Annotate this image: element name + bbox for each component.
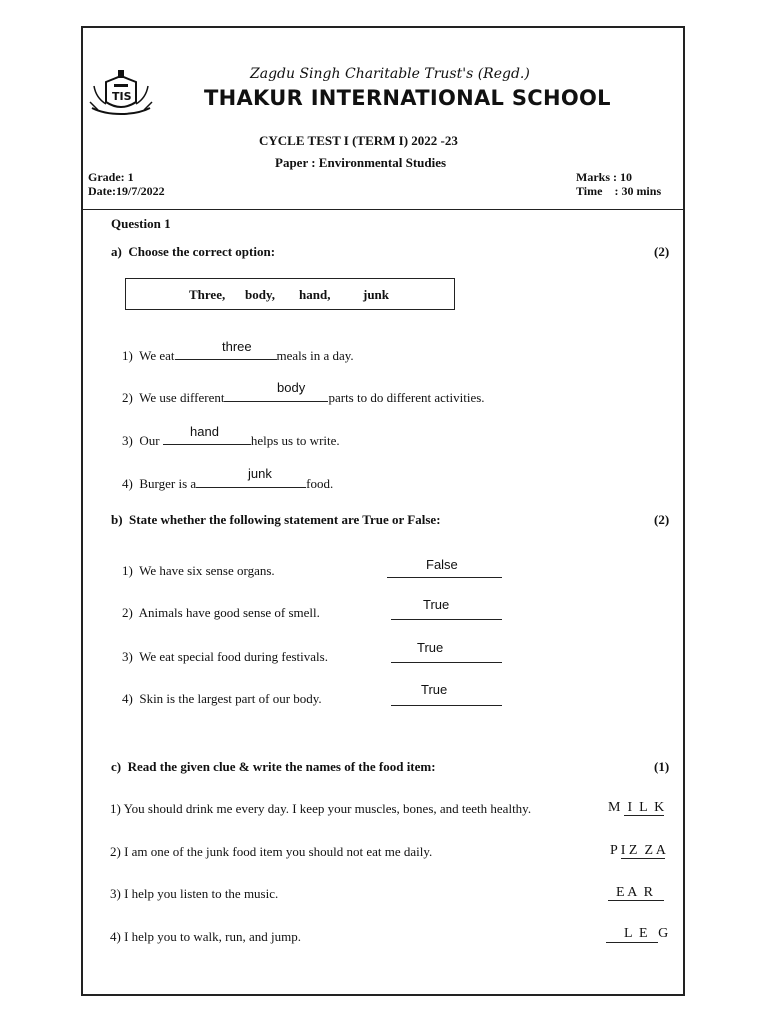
food-answer: P I Z Z A xyxy=(610,843,666,858)
word-option: Three, xyxy=(189,287,226,302)
list-item xyxy=(122,563,275,579)
grade: Grade: 1 xyxy=(88,170,134,184)
clue-text: 4) I help you to walk, run, and jump. xyxy=(110,929,301,944)
time: Time : 30 mins xyxy=(576,184,662,198)
answer-line[interactable] xyxy=(391,705,502,706)
question-heading: Question 1 xyxy=(111,216,171,231)
item-text-after: food. xyxy=(306,476,334,491)
section-a-title: a) Choose the correct option: xyxy=(111,244,276,259)
answer-text: False xyxy=(426,557,458,572)
list-item xyxy=(122,605,320,621)
answer-text: True xyxy=(423,597,450,612)
answer-text: hand xyxy=(190,424,219,439)
item-text: Animals have good sense of smell. xyxy=(138,605,320,620)
item-number: 2) xyxy=(122,605,133,620)
item-text: We have six sense organs. xyxy=(139,563,275,578)
food-answer: L E G xyxy=(624,926,669,941)
item-number: 3) xyxy=(122,433,133,448)
answer-line[interactable] xyxy=(621,858,665,859)
school-name: THAKUR INTERNATIONAL SCHOOL xyxy=(204,86,611,110)
date: Date:19/7/2022 xyxy=(88,184,165,198)
item-number: 1) xyxy=(122,348,133,363)
paper-title: Paper : Environmental Studies xyxy=(275,155,447,170)
answer-line[interactable] xyxy=(608,900,664,901)
word-option: hand, xyxy=(299,287,331,302)
food-answer: E A R xyxy=(616,885,653,900)
answer-line[interactable] xyxy=(624,815,664,816)
answer-line[interactable] xyxy=(606,942,658,943)
list-item xyxy=(122,649,328,665)
item-number: 1) xyxy=(122,563,133,578)
word-option: junk xyxy=(363,287,390,302)
list-item xyxy=(122,691,322,707)
trust-name: Zagdu Singh Charitable Trust's (Regd.) xyxy=(250,66,530,82)
food-answer: M I L K xyxy=(608,800,665,815)
header-divider xyxy=(81,209,685,210)
item-number: 4) xyxy=(122,691,133,706)
answer-line[interactable] xyxy=(391,662,502,663)
section-a-marks: (2) xyxy=(654,244,670,259)
item-text-before: We use different xyxy=(139,390,225,405)
answer-text: junk xyxy=(248,466,272,481)
item-text: We eat special food during festivals. xyxy=(139,649,328,664)
clue-text: 1) You should drink me every day. I keep your muscles, bones, and teeth healthy. xyxy=(110,801,532,816)
item-text-before: Our xyxy=(139,433,160,448)
item-text-before: We eat xyxy=(139,348,175,363)
marks: Marks : 10 xyxy=(576,170,632,184)
item-text-after: helps us to write. xyxy=(250,433,340,448)
logo-text: TIS xyxy=(112,90,132,103)
answer-line[interactable] xyxy=(387,577,502,578)
item-number: 2) xyxy=(122,390,133,405)
section-b-title: b) State whether the following statement are True or False: xyxy=(111,512,441,527)
item-text-after: meals in a day. xyxy=(276,348,354,363)
item-text-after: parts to do different activities. xyxy=(328,390,485,405)
list-item xyxy=(122,430,340,449)
item-number: 3) xyxy=(122,649,133,664)
answer-text: three xyxy=(222,339,252,354)
answer-text: True xyxy=(421,682,448,697)
item-text: Skin is the largest part of our body. xyxy=(139,691,322,706)
school-logo xyxy=(86,68,156,120)
answer-text: body xyxy=(277,380,306,395)
word-box xyxy=(125,278,455,310)
answer-text: True xyxy=(417,640,444,655)
item-text-before: Burger is a xyxy=(139,476,197,491)
item-number: 4) xyxy=(122,476,133,491)
section-c-marks: (1) xyxy=(654,759,670,774)
list-item xyxy=(122,473,333,492)
clue-text: 3) I help you listen to the music. xyxy=(110,886,279,901)
section-b-marks: (2) xyxy=(654,512,670,527)
clue-text: 2) I am one of the junk food item you should not eat me daily. xyxy=(110,844,433,859)
test-title: CYCLE TEST I (TERM I) 2022 -23 xyxy=(259,133,458,148)
section-c-title: c) Read the given clue & write the names of the food item: xyxy=(111,759,436,774)
word-option: body, xyxy=(245,287,275,302)
answer-line[interactable] xyxy=(391,619,502,620)
